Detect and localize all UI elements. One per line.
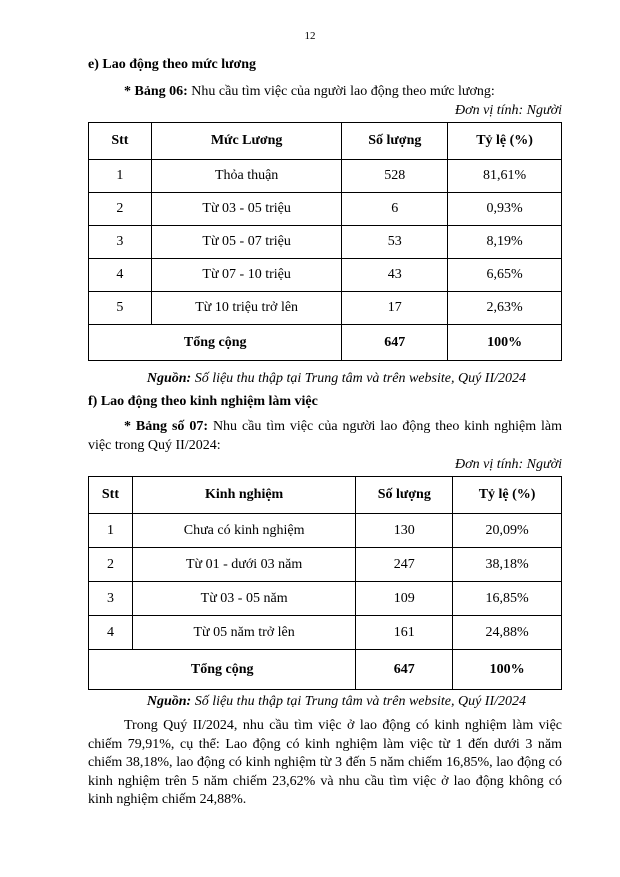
section-e-heading: e) Lao động theo mức lương [88, 57, 257, 72]
table-cell: Từ 07 - 10 triệu [151, 259, 342, 292]
table-cell: 2,63% [448, 292, 562, 325]
table-07-total-ratio: 100% [453, 650, 562, 690]
table-06-total-label: Tổng cộng [89, 325, 342, 361]
table-07-total-label: Tổng cộng [89, 650, 356, 690]
table-cell: 81,61% [448, 160, 562, 193]
table-row [89, 514, 562, 548]
table-cell: 528 [342, 160, 448, 193]
table-cell: 24,88% [453, 616, 562, 650]
table-cell: 43 [342, 259, 448, 292]
table-cell: Từ 03 - 05 triệu [151, 193, 342, 226]
table-cell: Từ 03 - 05 năm [132, 582, 355, 616]
table-06-source-label: Nguồn: [146, 371, 192, 386]
table-cell: 2 [89, 548, 133, 582]
table-cell: 6,65% [448, 259, 562, 292]
table-cell: Thỏa thuận [151, 160, 342, 193]
table-06-total-ratio: 100% [448, 325, 562, 361]
table-07-header-ratio: Tỷ lệ (%) [453, 477, 562, 514]
table-cell: 53 [342, 226, 448, 259]
summary-paragraph: Trong Quý II/2024, nhu cầu tìm việc ở lao động có kinh nghiệm làm việc chiếm 79,91%, cụ thể: Lao động có kinh nghiệm làm việc từ 1 đến dưới 3 năm chiếm 38,18%, lao động có kinh nghiệm từ 3 đến 5 năm chiếm 16,85%, lao động có kinh nghiệm trên 5 năm chiếm 23,62% và nhu cầu tìm việc ở lao động không có kinh nghiệm chiếm 24,88%. [88, 718, 562, 807]
table-cell: Từ 05 - 07 triệu [151, 226, 342, 259]
table-07-header-stt: Stt [89, 477, 133, 514]
table-06-total-count: 647 [342, 325, 448, 361]
table-07-header-row [89, 477, 562, 514]
table-cell: 3 [89, 582, 133, 616]
table-cell: 20,09% [453, 514, 562, 548]
table-row [89, 582, 562, 616]
table-07-caption-prefix: * Bảng số 07: [124, 419, 209, 434]
table-cell: 4 [89, 259, 152, 292]
table-cell: 2 [89, 193, 152, 226]
table-cell: 4 [89, 616, 133, 650]
table-06-source-text: Số liệu thu thập tại Trung tâm và trên website, Quý II/2024 [191, 371, 526, 386]
table-cell: 6 [342, 193, 448, 226]
table-07-header-count: Số lượng [356, 477, 453, 514]
table-cell: 3 [89, 226, 152, 259]
table-06-unit: Đơn vị tính: Người [455, 103, 562, 118]
table-cell: 1 [89, 514, 133, 548]
table-cell: 8,19% [448, 226, 562, 259]
table-cell: 0,93% [448, 193, 562, 226]
table-cell: 1 [89, 160, 152, 193]
table-07-source-text: Số liệu thu thập tại Trung tâm và trên website, Quý II/2024 [191, 694, 526, 709]
table-cell: Từ 10 triệu trở lên [151, 292, 342, 325]
table-07 [88, 476, 562, 690]
table-07-source [147, 694, 526, 710]
table-cell: 247 [356, 548, 453, 582]
table-06-header-row [89, 123, 562, 160]
table-06-caption-prefix: * Bảng 06: [124, 84, 188, 99]
table-row [89, 548, 562, 582]
table-cell: 16,85% [453, 582, 562, 616]
table-07-source-label: Nguồn: [146, 694, 192, 709]
table-07-caption-text: Nhu cầu tìm việc của người lao động theo kinh nghiệm làm việc trong Quý II/2024: [88, 419, 563, 453]
table-07-header-experience: Kinh nghiệm [132, 477, 355, 514]
table-cell: 17 [342, 292, 448, 325]
page-number: 12 [304, 30, 316, 42]
table-row [89, 616, 562, 650]
table-cell: Từ 05 năm trở lên [132, 616, 355, 650]
table-06-header-salary: Mức Lương [151, 123, 342, 160]
table-06-source [147, 371, 526, 387]
table-07-total-row [89, 650, 562, 690]
table-cell: 109 [356, 582, 453, 616]
table-row [89, 259, 562, 292]
table-cell: Từ 01 - dưới 03 năm [132, 548, 355, 582]
table-06-header-ratio: Tỷ lệ (%) [448, 123, 562, 160]
table-cell: 161 [356, 616, 453, 650]
table-cell: 130 [356, 514, 453, 548]
table-cell: 38,18% [453, 548, 562, 582]
table-06-total-row [89, 325, 562, 361]
table-07-unit: Đơn vị tính: Người [455, 457, 562, 472]
table-cell: 5 [89, 292, 152, 325]
table-06-caption-text: Nhu cầu tìm việc của người lao động theo mức lương: [187, 84, 495, 99]
table-row [89, 292, 562, 325]
table-06-header-count: Số lượng [342, 123, 448, 160]
table-row [89, 226, 562, 259]
table-06-header-stt: Stt [89, 123, 152, 160]
table-06 [88, 122, 562, 361]
table-row [89, 193, 562, 226]
section-f-heading: f) Lao động theo kinh nghiệm làm việc [88, 394, 318, 409]
table-06-caption [124, 82, 495, 101]
table-07-total-count: 647 [356, 650, 453, 690]
table-row [89, 160, 562, 193]
table-07-caption [88, 417, 562, 455]
table-cell: Chưa có kinh nghiệm [132, 514, 355, 548]
